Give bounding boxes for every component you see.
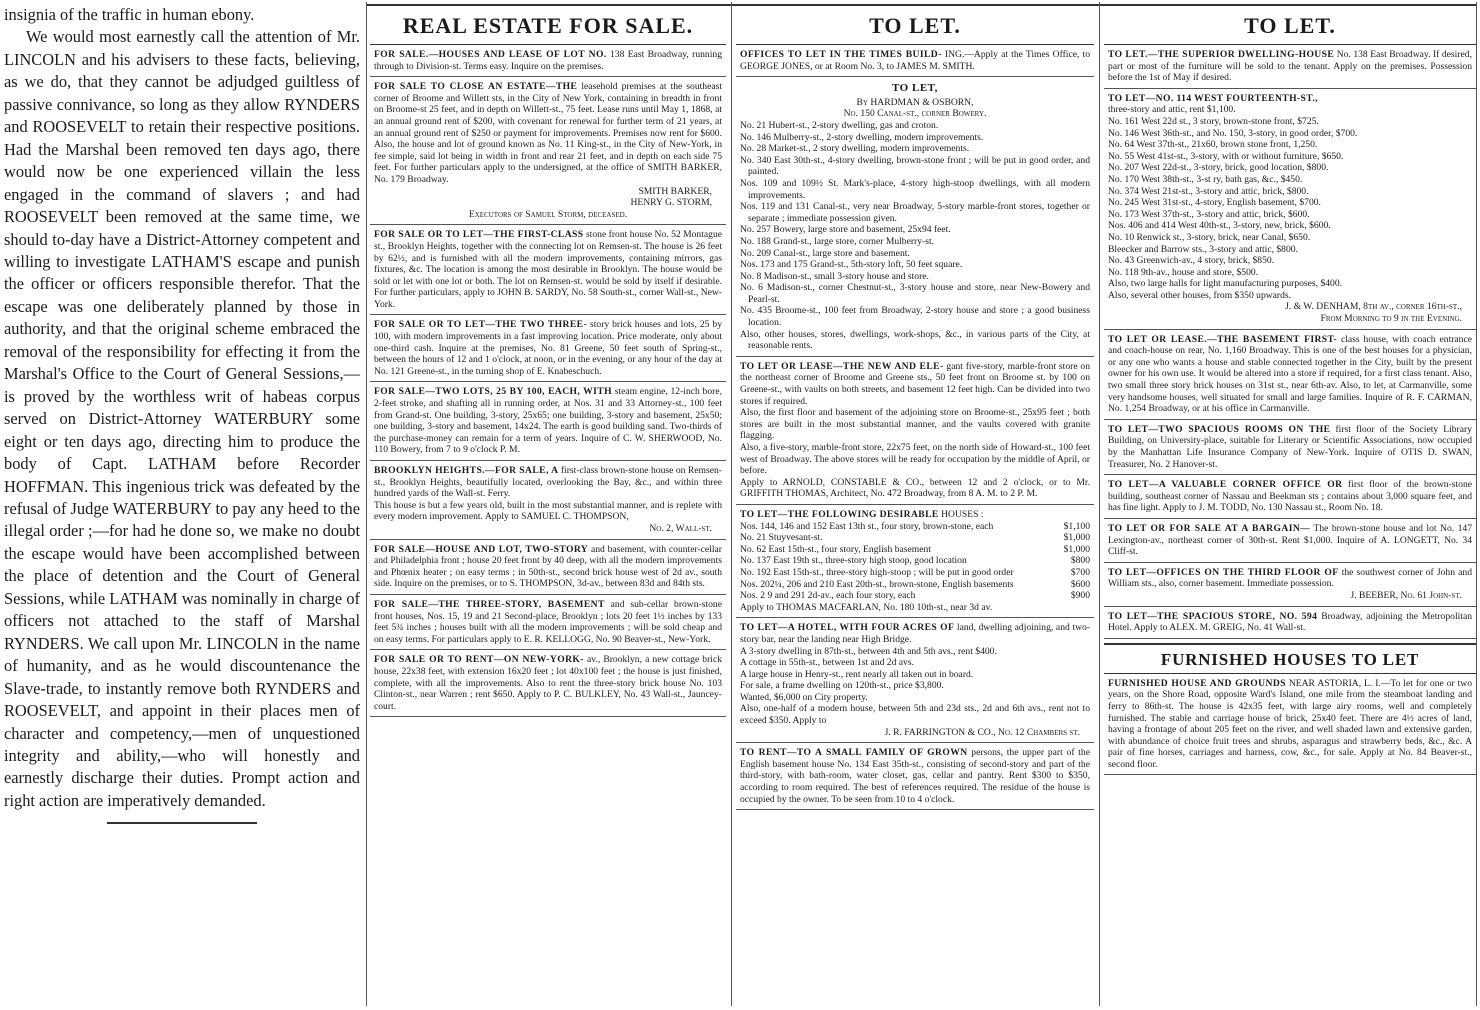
- ad-lead: TO LET—THE SPACIOUS STORE, NO. 594: [1108, 610, 1318, 622]
- ad-body: A large house in Henry-st., rent nearly all taken out in board.: [740, 668, 974, 680]
- price-value: $600: [1070, 578, 1090, 590]
- ad: [1104, 674, 1476, 776]
- ad-body: NEAR ASTORIA, L. I.—To let for one or two years, on the Shore Road, opposite Ward's Island, one mile from the steamboat landing and ferry to 86th-st. The house is 42x35 feet, with large airy rooms, well and completely furnished. The stable and carriage house of brick, 25x40 feet. There are 4½ acres of land, having a frontage of about 205 feet on the river, and well shaded lawn and extensive garden, with abundance of choice fruit trees and shrubs, asparagus and strawberry beds, &c., &c. A pair of fine horses, carriages and harness, cow, &c., for sale. Apply at No. 84 Beaver-st., second floor.: [1108, 677, 1472, 770]
- ad-signature: SMITH BARKER,: [638, 185, 712, 197]
- ad-agent: By HARDMAN & OSBORN,: [856, 96, 974, 108]
- list-item: No. 43 Greenwich-av., 4 story, brick, $850.: [1108, 255, 1275, 267]
- ad-signature: HENRY G. STORM,: [630, 197, 712, 209]
- list-item: No. 8 Madison-st., small 3-story house and store.: [740, 270, 929, 282]
- ad-body: HOUSES :: [941, 508, 984, 520]
- ad-body: and sub-cellar brown-stone front houses, Nos. 15, 19 and 21 Second-place, Brooklyn ; lots 20 feet 1½ inches by 133 feet 5¾ inches ; houses built with all the modern improvements ; will be sold cheap and on easy terms. For particulars apply to E. R. KELLOGG, No. 90 Beaver-st., New-York.: [374, 598, 722, 645]
- list-item: No. 340 East 30th-st., 4-story dwelling, brown-stone front ; will be put in good order, and painted.: [740, 154, 1090, 178]
- ad-subheading: TO LET,: [892, 82, 938, 95]
- to-let-column-right: [1104, 4, 1476, 1010]
- price-desc: Nos. 144, 146 and 152 East 13th st., four story, brown-stone, each: [740, 520, 994, 532]
- ad-body: Also, the first floor and basement of the adjoining store on Broome-st., 25x95 feet ; both stores are built in the most substantial manner, and the vaults covered with granite flagging.: [740, 407, 1090, 442]
- price-desc: No. 192 East 15th-st., three-story high-stoop ; will be put in good order: [740, 566, 1014, 578]
- ad-lead: TO LET—TWO SPACIOUS ROOMS ON THE: [1108, 423, 1331, 435]
- list-item: No. 161 West 22d st., 3 story, brown-stone front, $725.: [1108, 115, 1319, 127]
- ad: [1104, 563, 1476, 607]
- ad-body: A 3-story dwelling in 87th-st., between 4th and 5th avs., rent $400.: [740, 645, 997, 657]
- ad-body: the southwest corner of John and William sts., also, corner basement. Immediate possession.: [1108, 566, 1472, 590]
- ad: [736, 505, 1094, 618]
- ad-body: The brown-stone house and lot No. 147 Lexington-av., northeast corner of 30th-st. Rent $1,000. Inquire of A. LONGETT, No. 34 Cliff-st.: [1108, 522, 1472, 558]
- ad: [370, 45, 726, 77]
- section-header: TO LET.: [1104, 4, 1476, 45]
- ad-lead: TO LET OR FOR SALE AT A BARGAIN—: [1108, 522, 1311, 534]
- ad: [736, 77, 1094, 357]
- price-row: [740, 567, 1090, 579]
- column-rule: [366, 2, 367, 1006]
- ad-body: 138 East Broadway, running through to Division-st. Terms easy. Inquire on the premises.: [374, 49, 722, 72]
- ad-signature: J. R. FARRINGTON & CO., No. 12 Chambers st.: [884, 726, 1080, 738]
- list-item: No. 209 Canal-st., large store and basement.: [740, 247, 910, 259]
- ad-body: story brick houses and lots, 25 by 100, with modern improvements in a fast improving location. Price moderate, only about one-third cash. Inquire at the premises, No. 81 Greene, 50 feet south of Spring-st., between the hours of 12 and 1 o'clock, at noon, or in the evening, or any hour of the day at No. 121 Greene-st., in the turning shop of E. Knabeschuch.: [374, 319, 722, 377]
- list-item: Bleecker and Barrow sts., 3-story and attic, $800.: [1108, 243, 1298, 255]
- list-item: No. 10 Renwick st., 3-story, brick, near Canal, $650.: [1108, 231, 1311, 243]
- ad-body: Also, one-half of a modern house, between 5th and 23d sts., 2d and 6th avs., rent not to exceed $350. Apply to: [740, 703, 1090, 727]
- price-desc: No. 21 Stuyvesant-st.: [740, 532, 823, 544]
- ad-body: Also, a five-story, marble-front store, 22x75 feet, on the north side of Howard-st., 100 feet west of Broadway. The above stores will be ready for occupation by the middle of April, or before.: [740, 442, 1090, 477]
- ad: [1104, 89, 1476, 330]
- ad-signature: From Morning to 9 in the Evening.: [1320, 313, 1462, 325]
- ad-body: persons, the upper part of the English basement house No. 134 East 35th-st., consisting of second-story and part of the third-story, with bath-room, water closet, gas, cellar and pantry. Rent $300 to $350, according to room required. The best of references required. The residue of the house is occupied by the owner. To be seen from 10 to 4 o'clock.: [740, 747, 1090, 805]
- list-item: No. 64 West 37th-st., 21x60, brown stone front, 1,250.: [1108, 139, 1318, 151]
- list-item: No. 374 West 21st-st., 3-story and attic, brick, $800.: [1108, 185, 1309, 197]
- ad-body: steam engine, 12-inch bore, 2-feet stroke, and shafting all in running order, at Nos. 31 and 33 Attorney-st., 100 feet from Grand-st. One building, 3-story, 25x65; one building, 3-story and basement, 25x50; one building, 3-story and basement, 14x24. The earth is good building sand. Two-thirds of the purchase-money can remain for a term of years. Inquire of C. W. SHERWOOD, No. 110 Bowery, from 7 to 9 o'clock P. M.: [374, 386, 722, 456]
- ad-body: For sale, a frame dwelling on 120th-st., price $3,800.: [740, 680, 944, 692]
- price-value: $800: [1070, 555, 1090, 567]
- ad-body: stone front house No. 52 Montague st., Brooklyn Heights, together with the connecting lot on Remsen-st. The house is 26 feet by 62½, and is furnished with all the modern improvements, containing mirrors, gas fixtures, &c. The location is among the most desirable in Brooklyn. The house would be sold or let with one lot or both. The lot on Remsen-st. would be sold by itself if desirable. For further particulars, apply to JOHN B. SARDY, No. 58 South-st., corner Wall-st., New-York.: [374, 229, 722, 310]
- ad-lead: TO LET OR LEASE—THE NEW AND ELE-: [740, 360, 944, 372]
- list-item: Also, other houses, stores, dwellings, work-shops, &c., in various parts of the City, at reasonable rents.: [740, 328, 1090, 352]
- price-value: $1,000: [1063, 532, 1090, 544]
- ad: [370, 540, 726, 595]
- ad-lead: TO LET OR LEASE.—THE BASEMENT FIRST-: [1108, 333, 1338, 345]
- ad: [1104, 519, 1476, 563]
- list-item: Nos. 109 and 109½ St. Mark's-place, 4-story high-stoop dwellings, with all modern improvements.: [740, 177, 1090, 201]
- ad-address: No. 150 Canal-st., corner Bowery.: [843, 108, 987, 120]
- price-value: $900: [1070, 590, 1090, 602]
- editorial-text: [2, 4, 362, 824]
- ad-signature: J. BEEBER, No. 61 John-st.: [1350, 589, 1462, 601]
- ad: [370, 77, 726, 225]
- editorial-column: [2, 4, 362, 1010]
- ad: [736, 45, 1094, 77]
- ad: [736, 743, 1094, 810]
- list-item: Nos. 173 and 175 Grand-st., 5th-story loft, 50 feet square.: [740, 259, 963, 271]
- ad-lead: TO LET—THE FOLLOWING DESIRABLE: [740, 508, 939, 520]
- list-item: No. 6 Madison-st., corner Chestnut-st., 3-story house and store, near New-Bowery and Pearl-st.: [740, 282, 1090, 305]
- list-item: No. 257 Bowery, large store and basement, 25x94 feet.: [740, 224, 951, 236]
- ad: [1104, 475, 1476, 519]
- list-item: No. 173 West 37th-st., 3-story and attic, brick, $600.: [1108, 208, 1310, 220]
- list-item: No. 21 Hubert-st., 2-story dwelling, gas and croton.: [740, 119, 939, 131]
- ad-lead: FOR SALE—HOUSE AND LOT, TWO-STORY: [374, 543, 589, 555]
- list-item: No. 146 Mulberry-st., 2-story dwelling, modern improvements.: [740, 131, 984, 143]
- ad-lead: OFFICES TO LET IN THE TIMES BUILD-: [740, 49, 942, 60]
- list-item: Also, several other houses, from $350 upwards.: [1108, 289, 1292, 301]
- ad-lead: FOR SALE OR TO RENT—ON NEW-YORK-: [374, 654, 584, 666]
- ad-body: Apply to ARNOLD, CONSTABLE & CO., between 12 and 2 o'clock, or to Mr. GRIFFITH THOMAS, Architect, No. 472 Broadway, from 8 A. M. to 2 P. M.: [740, 476, 1090, 500]
- ad-lead: FOR SALE OR TO LET—THE FIRST-CLASS: [374, 229, 584, 241]
- column-rule: [731, 2, 732, 1006]
- real-estate-column: [370, 4, 726, 1010]
- price-row: [740, 521, 1090, 533]
- ad-signature: J. & W. DENHAM, 8th av., corner 16th-st.,: [1285, 301, 1462, 313]
- ad-body: land, dwelling adjoining, and two-story bar, near the landing near High Bridge.: [740, 622, 1090, 645]
- ad: [370, 650, 726, 717]
- ad: [1104, 607, 1476, 639]
- price-desc: No. 62 East 15th-st., four story, English basement: [740, 543, 931, 555]
- price-row: [740, 544, 1090, 556]
- list-item: No. 55 West 41st-st., 3-story, with or without furniture, $650.: [1108, 150, 1344, 162]
- list-item: No. 146 West 36th-st., and No. 150, 3-story, in good order, $700.: [1108, 127, 1358, 139]
- list-item: No. 118 9th-av., house and store, $500.: [1108, 266, 1259, 278]
- ad-body: gant five-story, marble-front store on the northeast corner of Broome and Greene sts., 50 feet front on Broome st. by 100 on Greene-st., with vaults on both streets, and basement 12 feet high. Can be divided into two stores if required.: [740, 360, 1090, 407]
- price-row: [740, 590, 1090, 602]
- ad-lead: TO LET—A HOTEL, WITH FOUR ACRES OF: [740, 622, 955, 634]
- ad: [1104, 420, 1476, 475]
- listing-list: [1108, 104, 1472, 301]
- price-row: [740, 579, 1090, 591]
- list-item: No. 170 West 38th-st., 3-st ry, bath gas, &c., $450.: [1108, 173, 1303, 185]
- ad-lead: BROOKLYN HEIGHTS.—FOR SALE, A: [374, 465, 559, 476]
- ad: [370, 382, 726, 461]
- ad-body: A cottage in 55th-st., between 1st and 2d avs.: [740, 657, 914, 669]
- ad-body: leasehold premises at the southeast corner of Broome and Willett sts, in the City of New York, containing in breadth in front on Broome-st 25 feet, and in depth on Willett-st., 75 feet. Lease runs until May 1, 1868, at an annual ground rent of $200, with covenant for renewal for further term of 21 years, at an annual ground rent of $250 or payment for improvements. Premises now rent for $600. Also, the house and lot of ground known as No. 11 King-st., in the City of New-York, in fee simple, said lot being in width in front and rear 21 feet, and in depth on each side 75 feet. For further particulars apply to the undersigned, at the office of SMITH BARKER, No. 179 Broadway.: [374, 81, 723, 185]
- ad-body: and basement, with counter-cellar and Philadelphia front ; house 20 feet front by 40 deep, with all the modern improvements and Phœnix heater ; on easy terms ; in 50th-st., second brick house west of 2d av., south side. Inquire on the premises, or to S. THOMPSON, 3d-av., between 83d and 84th sts.: [374, 543, 722, 590]
- ad-lead: TO LET—A VALUABLE CORNER OFFICE OR: [1108, 479, 1343, 491]
- ad: [1104, 45, 1476, 89]
- ad: [1104, 330, 1476, 420]
- ad-body: Wanted, $6,000 on City property.: [740, 691, 868, 703]
- ad-body: first floor of the brown-stone building, southeast corner of Nassau and Beekman sts ; contains about 3,000 square feet, and has fine light. Apply to J. M. TODD, No. 130 Nassau st., Room No. 18.: [1108, 479, 1472, 514]
- ad-body: Broadway, adjoining the Metropolitan Hotel. Apply to ALEX. M. GREIG, No. 41 Wall-st.: [1108, 610, 1472, 634]
- editorial-paragraph: insignia of the traffic in human ebony.: [4, 5, 255, 24]
- ad: [370, 595, 726, 650]
- ad-lead: FOR SALE TO CLOSE AN ESTATE—THE: [374, 81, 578, 93]
- list-item: Nos. 406 and 414 West 40th-st., 3-story, new, brick, $600.: [1108, 220, 1331, 232]
- list-item: Also, two large halls for light manufacturing purposes, $400.: [1108, 278, 1343, 290]
- ad-lead: TO LET—OFFICES ON THE THIRD FLOOR OF: [1108, 566, 1339, 578]
- list-item: No. 435 Broome-st., 100 feet from Broadway, 2-story house and store ; a good business location.: [740, 305, 1090, 329]
- ad: [370, 461, 726, 540]
- list-item: three-story and attic, rent $1,100.: [1108, 104, 1236, 116]
- price-desc: Nos. 202¼, 206 and 210 East 20th-st., brown-stone, English basements: [740, 578, 1014, 590]
- to-let-column: [736, 4, 1094, 1010]
- list-item: No. 188 Grand-st., large store, corner Mulberry-st.: [740, 235, 935, 247]
- column-rule: [1476, 2, 1477, 1006]
- ad-signature: Executors of Samuel Storm, deceased.: [468, 208, 628, 220]
- ad: [370, 225, 726, 315]
- ad-signature: No. 2, Wall-st.: [649, 522, 712, 534]
- price-row: [740, 555, 1090, 567]
- end-rule: [107, 822, 257, 824]
- ad-lead: FOR SALE.—HOUSES AND LEASE OF LOT NO.: [374, 49, 607, 60]
- price-value: $1,100: [1063, 520, 1090, 532]
- section-header: FURNISHED HOUSES TO LET: [1104, 643, 1476, 674]
- list-item: No. 28 Market-st., 2 story dwelling, modern improvements.: [740, 143, 970, 155]
- ad-lead: TO LET—NO. 114 WEST FOURTEENTH-ST.,: [1108, 92, 1318, 104]
- listing-list: [740, 120, 1090, 352]
- ad-body: Apply to THOMAS MACFARLAN, No. 180 10th-st., near 3d av.: [740, 601, 993, 613]
- ad-lead: TO RENT—TO A SMALL FAMILY OF GROWN: [740, 747, 968, 759]
- section-header: REAL ESTATE FOR SALE.: [370, 4, 726, 45]
- ad-lead: TO LET.—THE SUPERIOR DWELLING-HOUSE: [1108, 49, 1335, 60]
- editorial-paragraph: We would most earnestly call the attention of Mr. LINCOLN and his advisers to these facts, believing, as we do, that they cannot be adjudged guiltless of passive connivance, so long as they allow RYNDERS and ROOSEVELT to retain their respective positions. Had the Marshal been removed ten days ago, there would now be one experienced villain the less engaged in the command of slavers ; and had ROOSEVELT been removed at the same time, we should to-day have a District-Attorney competent and willing to investigate LATHAM'S escape and punish the officer or officers responsible therefor. That the escape was one deliberately planned by those in authority, and that the original scheme embraced the removal of the responsibility for effecting it from the Marshal's Office to the Court of General Sessions,—is proved by the worthless writ of habeas corpus served on District-Attorney WATERBURY some eight or ten days ago, directing him to produce the body of Capt. LATHAM before Recorder HOFFMAN. This ingenious trick was defeated by the refusal of Judge WATERBURY to pay any heed to the illegal order ;—for had he done so, we make no doubt the escape would have been accomplished between the place of detention and the Court of General Sessions, while LATHAM was nominally in charge of officers not attached to the staff of Marshal RYNDERS. We call upon Mr. LINCOLN in the name of humanity, and as he would discountenance the Slave-trade, to instantly remove both RYNDERS and ROOSEVELT, and appoint in their places men of character and competency,—men of unquestioned integrity and ability,—who will honestly and earnestly discharge their duties. Prompt action and right action are imperatively demanded.: [4, 27, 360, 810]
- ad-body: ING.—Apply at the Times Office, to GEORGE JONES, or at Room No. 3, to JAMES M. SMITH.: [740, 49, 1090, 72]
- ad-body: av., Brooklyn, a new cottage brick house, 22x38 feet, with extension 16x20 feet ; lot 40x100 feet ; the house is just finished, complete, with all the improvements. Also to rent the three-story brick house No. 103 Clinton-st., near Warren ; rent $650. Apply to P. C. BULKLEY, No. 43 Wall-st., Jauncey-court.: [374, 654, 723, 712]
- ad-body: class house, with coach entrance and coach-house on rear, No. 1,160 Broadway. This is one of the best houses for a physician, or any one who wants a house and stable connected together in the City, built by the present owner for his own use. It would be altered into a store if required, for a first class tenant. Also, two small three story brick houses on 31st st., near 6th-av. Also, to let, at Carmanville, some very handsome houses, well situated for small and large families. Inquire of R. F. CARMAN, No. 1,254 Broadway, or at his office in Carmanville.: [1108, 333, 1472, 415]
- ad-lead: FOR SALE—THE THREE-STORY, BASEMENT: [374, 598, 605, 610]
- ad: [736, 618, 1094, 743]
- column-rule: [1099, 2, 1100, 1006]
- ad-lead: FOR SALE OR TO LET—THE TWO THREE-: [374, 319, 588, 331]
- ad-body: first floor of the Society Library Building, on University-place, suitable for Literary or Scientific Associations, now occupied by the Manhattan Life Insurance Company of New-York. Inquire of OTIS D. SWAN, Treasurer, No. 2 Hanover-st.: [1108, 423, 1472, 470]
- price-value: $700: [1070, 566, 1090, 578]
- ad-lead: FURNISHED HOUSE AND GROUNDS: [1108, 677, 1286, 689]
- price-row: [740, 532, 1090, 544]
- price-desc: Nos. 2 9 and 291 2d-av., each four story, each: [740, 590, 916, 602]
- ad-body: first-class brown-stone house on Remsen-st., Brooklyn Heights, beautifully located, overlooking the Bay, &c., and within three hundred yards of the Wall-st. Ferry.: [374, 465, 722, 500]
- price-value: $1,000: [1063, 543, 1090, 555]
- ad-body: No. 138 East Broadway. If desired, part or most of the furniture will be sold to the tenant. Apply on the premises. Possession before the 1st of May if desired.: [1108, 49, 1472, 84]
- ad: [736, 357, 1094, 505]
- list-item: No. 245 West 31st-st., 4-story, English basement, $700.: [1108, 197, 1321, 209]
- ad: [370, 315, 726, 382]
- section-header: TO LET.: [736, 4, 1094, 45]
- list-item: No. 207 West 22d-st., 3-story, brick, good location, $800.: [1108, 162, 1329, 174]
- list-item: Nos. 119 and 131 Canal-st., very near Broadway, 5-story marble-front stores, together or separate ; immediate possession given.: [740, 201, 1090, 224]
- price-desc: No. 137 East 19th st., three-story high stoop, good location: [740, 555, 967, 567]
- ad-lead: FOR SALE—TWO LOTS, 25 BY 100, EACH, WITH: [374, 386, 612, 398]
- ad-body: This house is but a few years old, built in the most substantial manner, and is replete with every modern improvement. Apply to SAMUEL C. THOMPSON,: [374, 499, 722, 523]
